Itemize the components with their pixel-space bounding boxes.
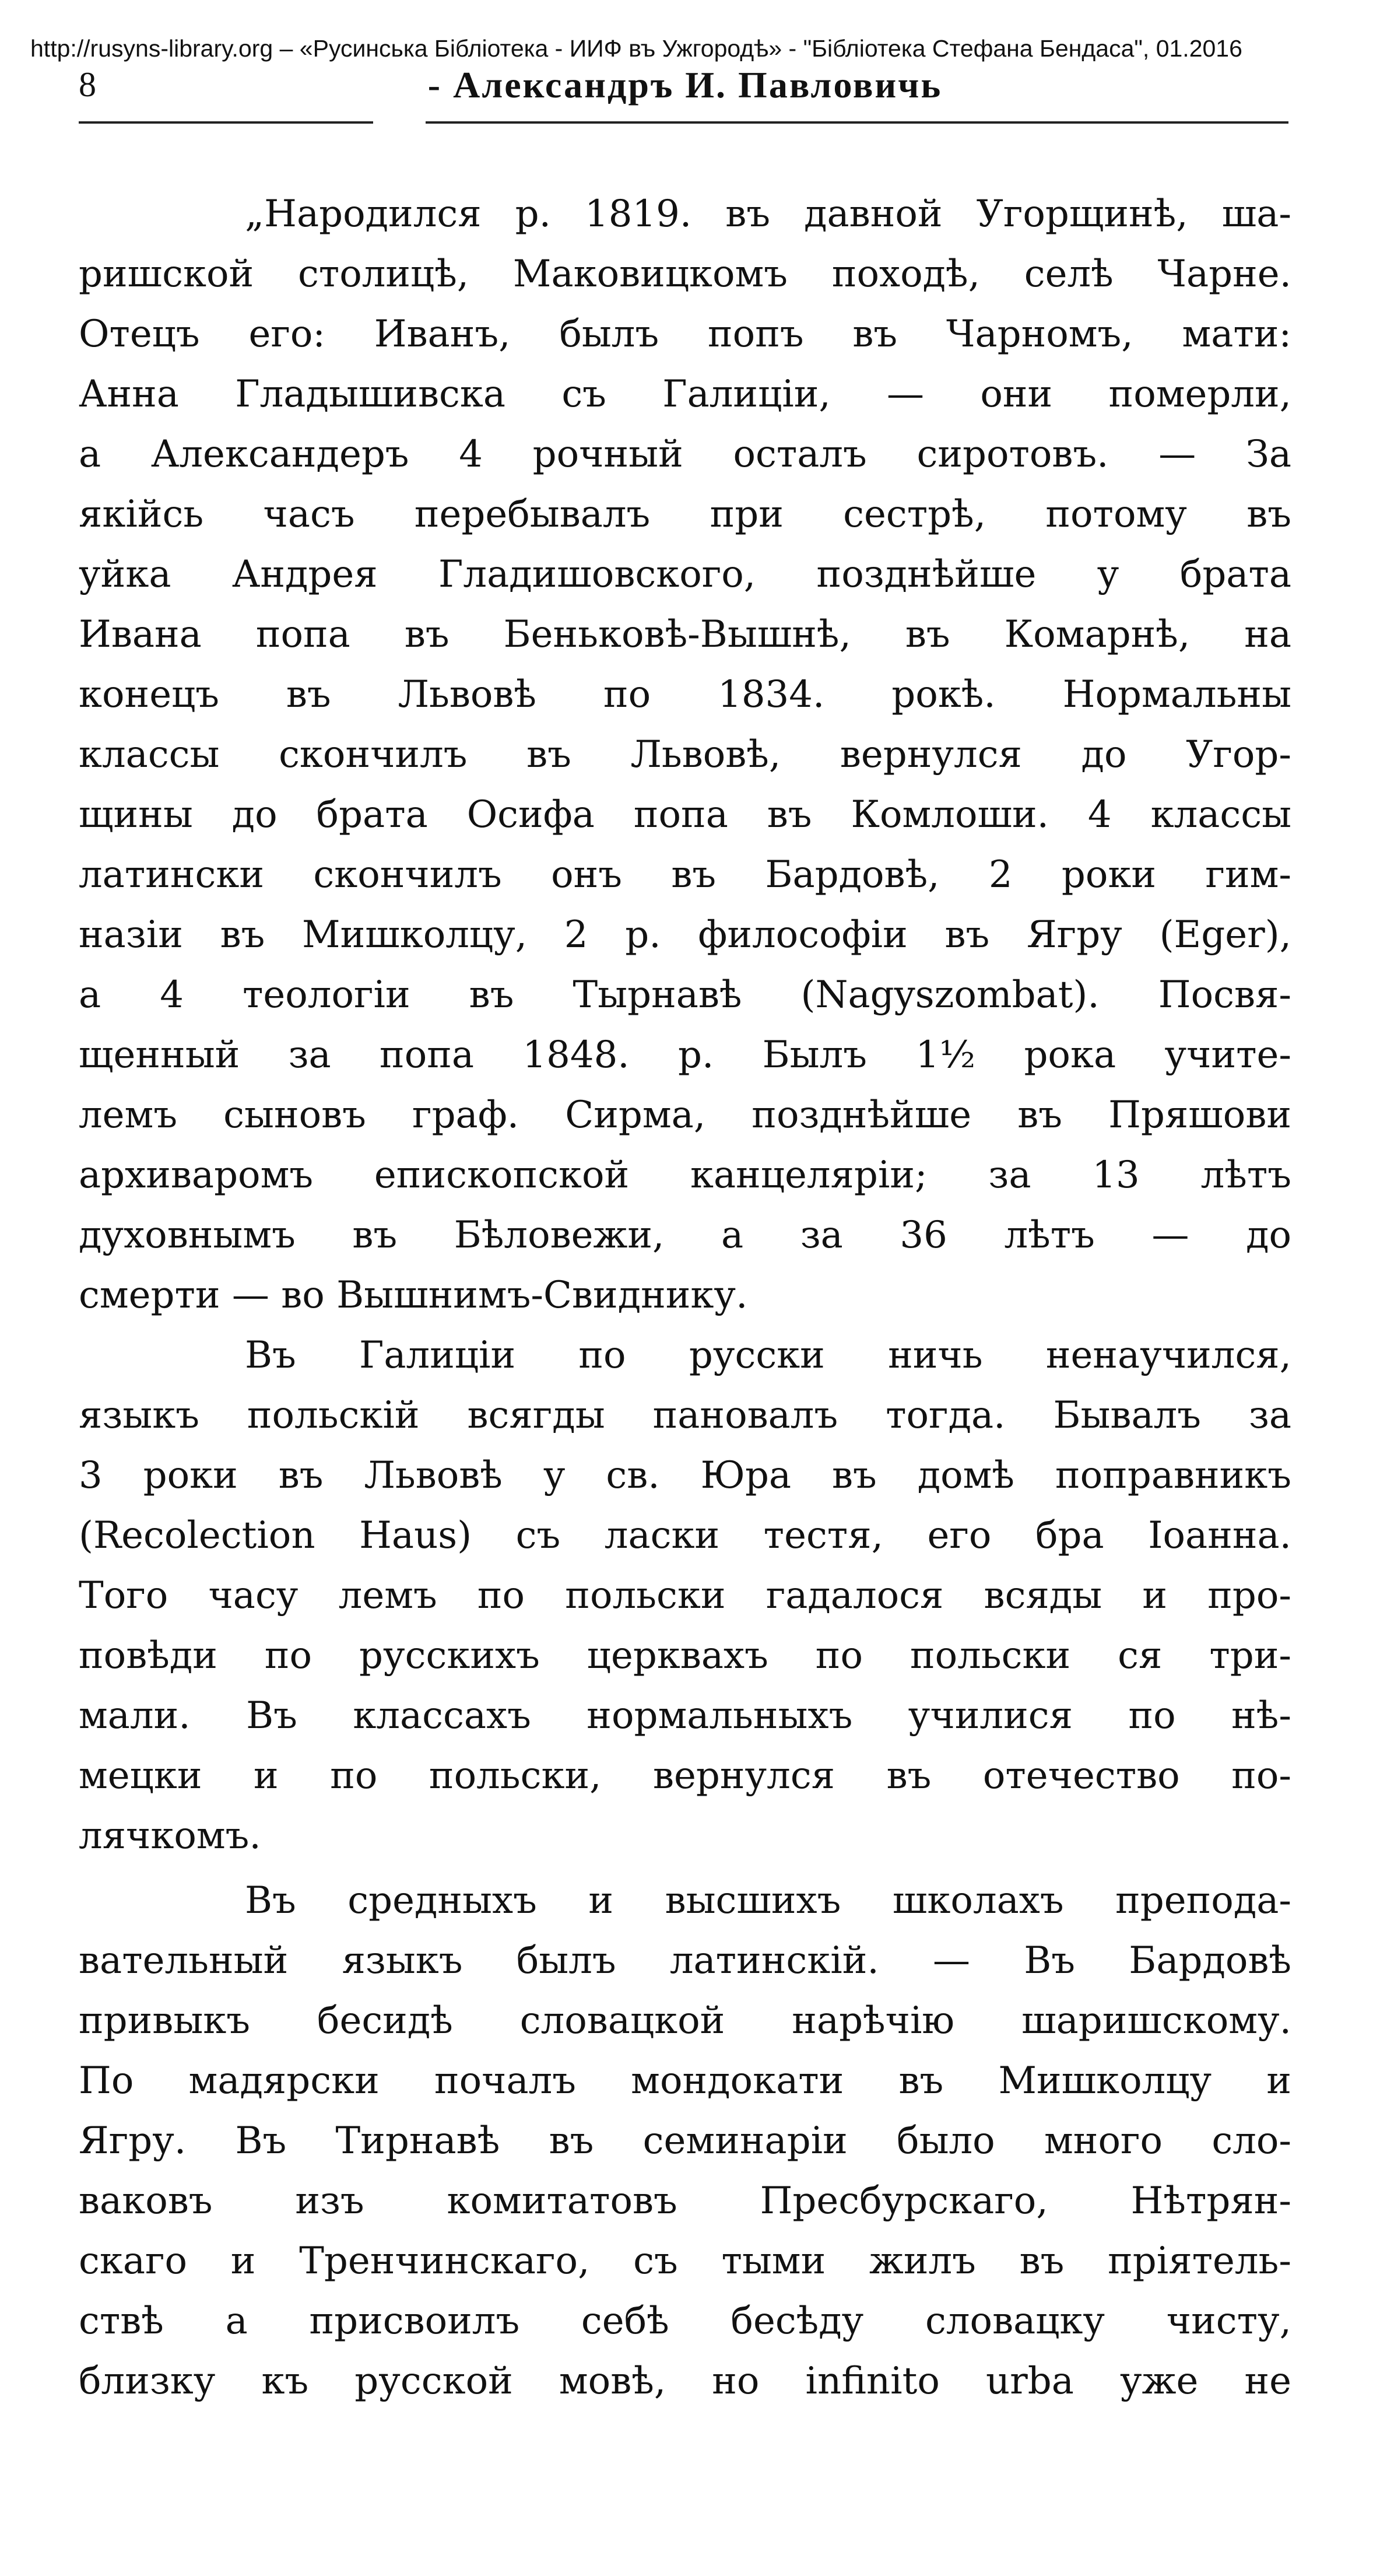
body-text [79,184,1291,2412]
text-line: вательный языкъ былъ латинскій. — Въ Бардовѣ [79,1939,1291,1982]
text-line: якійсь часъ перебывалъ при сестрѣ, потому въ [79,493,1291,536]
text-line: Отецъ его: Иванъ, былъ попъ въ Чарномъ, мати: [79,313,1291,356]
text-line: Въ средныхъ и высшихъ школахъ препода- [245,1879,1291,1922]
text-line: Того часу лемъ по польски гадалося всяды и про- [79,1574,1291,1617]
page-number: 8 [79,65,96,104]
paragraph-3 [79,1871,1291,2412]
header-rule-right [426,121,1288,124]
text-line: повѣди по русскихъ церквахъ по польски ся три- [79,1634,1291,1677]
text-line: скаго и Тренчинскаго, съ тыми жилъ въ пріятель- [79,2239,1291,2283]
text-line: лемъ сыновъ граф. Сирма, позднѣйше въ Пряшови [79,1094,1291,1137]
text-line: ствѣ а присвоилъ себѣ бесѣду словацку чисту, [79,2300,1291,2343]
paragraph-gap [79,1866,1291,1871]
text-line: лячкомъ. [79,1814,261,1857]
text-line: а 4 теологіи въ Тырнавѣ (Nagyszombat). Посвя- [79,973,1291,1017]
paragraph-2 [79,1326,1291,1866]
text-line: „Народился р. 1819. въ давной Угорщинѣ, ша- [245,192,1291,236]
text-line: щенный за попа 1848. р. Былъ 1½ рока учите- [79,1033,1291,1077]
text-line: латински скончилъ онъ въ Бардовѣ, 2 роки гим- [79,853,1291,896]
text-line: языкъ польскій всягды пановалъ тогда. Бывалъ за [79,1394,1291,1437]
text-line: Въ Галиціи по русски ничь ненаучился, [245,1334,1291,1377]
header-rule-left [79,121,373,124]
text-line: мецки и по польски, вернулся въ отечество по- [79,1754,1291,1797]
running-title: - Александръ И. Павловичь [427,64,943,106]
text-line: мали. Въ классахъ нормальныхъ училися по нѣ- [79,1694,1291,1737]
text-line: По мадярски почалъ мондокати въ Мишколцу и [79,2059,1291,2102]
text-line: уйка Андрея Гладишовского, позднѣйше у брата [79,553,1291,596]
text-line: ришской столицѣ, Маковицкомъ походѣ, селѣ Чарне. [79,253,1291,296]
text-line: щины до брата Осифа попа въ Комлоши. 4 классы [79,793,1291,836]
text-line: а Александеръ 4 рочный осталъ сиротовъ. — За [79,433,1291,476]
text-line: 3 роки въ Львовѣ у св. Юра въ домѣ поправникъ [79,1454,1291,1497]
text-line: архиваромъ епископской канцеляріи; за 13 лѣтъ [79,1154,1291,1197]
text-line: конецъ въ Львовѣ по 1834. рокѣ. Нормальны [79,673,1291,716]
paragraph-1 [79,184,1291,1326]
text-line: привыкъ бесидѣ словацкой нарѣчію шаришскому. [79,1999,1291,2042]
text-line: (Recolection Haus) съ ласки тестя, его бра Іоанна. [79,1514,1291,1557]
source-url-line: http://rusyns-library.org – «Русинська Бібліотека - ИИФ въ Ужгородѣ» - "Бібліотека Стефана Бендаса", 01.2016 [30,35,1242,62]
text-line: Ягру. Въ Тирнавѣ въ семинаріи было много сло- [79,2119,1291,2163]
text-line: близку къ русской мовѣ, но infinito urba уже не [79,2360,1291,2403]
text-line: назіи въ Мишколцу, 2 р. философіи въ Ягру (Eger), [79,913,1291,956]
text-line: ваковъ изъ комитатовъ Пресбурскаго, Нѣтрян- [79,2179,1291,2223]
text-line: духовнымъ въ Бѣловежи, а за 36 лѣтъ — до [79,1214,1291,1257]
text-line: Ивана попа въ Беньковѣ-Вышнѣ, въ Комарнѣ, на [79,613,1291,656]
text-line: смерти — во Вышнимъ-Свиднику. [79,1274,748,1317]
text-line: классы скончилъ въ Львовѣ, вернулся до Угор- [79,733,1291,776]
text-line: Анна Гладышивска съ Галиціи, — они померли, [79,373,1291,416]
running-head [79,64,1291,111]
